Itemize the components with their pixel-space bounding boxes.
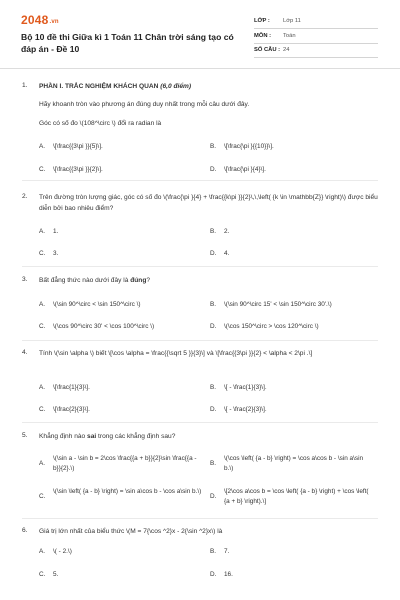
option-letter: C. (39, 323, 46, 330)
option-text: \( - 2.\) (53, 548, 72, 555)
question-text-part: ? (146, 277, 151, 284)
question-text (39, 276, 387, 287)
question-emphasis: sai (87, 433, 97, 440)
option-text: \(\cos \left( {a - b} \right) = \cos a\cos b - \sin a\sin b.\) (224, 455, 364, 472)
option-letter: D. (210, 571, 217, 578)
document-title: Bộ 10 đề thi Giữa kì 1 Toán 11 Chân trời sáng tạo có đáp án - Đề 10 (21, 32, 234, 54)
option-text: 3. (53, 250, 59, 257)
option-letter: C. (39, 406, 46, 413)
question-divider (22, 422, 378, 423)
option-letter: B. (210, 301, 217, 308)
meta-question-count (254, 43, 378, 58)
question-text: Giá trị lớn nhất của biểu thức \(M = 7{\cos ^2}x - 2{\sin ^2}x\) là (39, 528, 223, 535)
section-instruction: Hãy khoanh tròn vào phương án đúng duy nhất trong mỗi câu dưới đây. (39, 101, 250, 108)
question-divider (22, 180, 378, 181)
option-letter: B. (210, 228, 217, 235)
section-title (39, 82, 387, 93)
question-divider (22, 340, 378, 341)
option-letter: D. (210, 323, 217, 330)
option-letter: C. (39, 250, 46, 257)
option-text: \(\sin 90^\circ < \sin 150^\circ \) (53, 301, 141, 308)
option-text: \(\cos 90^\circ 30' < \cos 100^\circ \) (53, 323, 155, 330)
option-letter: D. (210, 250, 217, 257)
meta-class (254, 14, 378, 29)
option-letter: B. (210, 548, 217, 555)
question-emphasis: đúng (130, 277, 147, 284)
question-divider (22, 266, 378, 267)
option-text: \[2\cos a\cos b = \cos \left( {a - b} \right) + \cos \left( {a + b} \right).\] (224, 488, 369, 505)
question-text: Trên đường tròn lượng giác, góc có số đo \(\frac{\pi }{4} + \frac{{k\pi }}{2}\,\,\left( {k \in \mathbb{Z}} \right)\) được biểu diễn bởi bao nhiêu điểm? (39, 194, 378, 212)
question-number: 5. (22, 432, 28, 439)
option-text: \(\sin a - \sin b = 2\cos \frac{{a + b}}{2}\sin \frac{{a - b}}{2}.\) (53, 455, 197, 472)
section-points: (6,0 điểm) (160, 83, 192, 90)
option-letter: D. (210, 406, 217, 413)
option-text: \[ - \frac{2}{3}\]. (224, 406, 267, 413)
meta-value: 24 (283, 47, 290, 53)
option-letter: D. (210, 166, 217, 173)
question-number: 1. (22, 82, 28, 89)
option-text: \(\sin 90^\circ 15' < \sin 150^\circ 30'.\) (224, 301, 332, 308)
question-number: 6. (22, 527, 28, 534)
meta-value: Lớp 11 (283, 18, 301, 24)
option-letter: B. (210, 460, 217, 467)
logo-main: 2048 (21, 13, 49, 27)
site-logo[interactable] (21, 13, 59, 27)
option-text: \[\frac{\pi }{4}\]. (224, 166, 266, 173)
option-letter: C. (39, 571, 46, 578)
question-text (39, 432, 387, 443)
option-text: \[\frac{{3\pi }}{5}\]. (53, 143, 103, 150)
option-letter: B. (210, 384, 217, 391)
option-text: \[\frac{2}{3}\]. (53, 406, 90, 413)
section-title-text: PHẦN I. TRẮC NGHIỆM KHÁCH QUAN (39, 83, 159, 90)
meta-label: SỐ CÂU : (254, 47, 281, 53)
question-number: 4. (22, 349, 28, 356)
option-letter: C. (39, 166, 46, 173)
option-letter: A. (39, 143, 46, 150)
option-text: 5. (53, 571, 59, 578)
option-letter: C. (39, 493, 46, 500)
header-divider (0, 68, 400, 69)
option-letter: A. (39, 384, 46, 391)
question-number: 3. (22, 276, 28, 283)
meta-value: Toán (283, 33, 296, 39)
option-letter: A. (39, 228, 46, 235)
logo-suffix: .vn (49, 19, 59, 25)
question-text-part: Bất đẳng thức nào dưới đây là (39, 277, 131, 284)
option-text: \[\frac{{3\pi }}{2}\]. (53, 166, 103, 173)
question-number: 2. (22, 193, 28, 200)
option-text: 16. (224, 571, 233, 578)
question-text: Tính \(\sin \alpha \) biết \[\cos \alpha = \frac{{\sqrt 5 }}{3}\] và \[\frac{{3\pi }}{2} < \alpha < 2\pi .\] (39, 350, 313, 357)
question-divider (22, 518, 378, 519)
option-letter: D. (210, 493, 217, 500)
option-text: 7. (224, 548, 230, 555)
option-letter: A. (39, 301, 46, 308)
meta-label: MÔN : (254, 33, 272, 39)
question-text: Góc có số đo \(108^\circ \) đổi ra radian là (39, 120, 162, 127)
option-letter: A. (39, 548, 46, 555)
option-text: \(\cos 150^\circ > \cos 120^\circ \) (224, 323, 319, 330)
option-text: \[\frac{1}{3}\]. (53, 384, 90, 391)
question-text-part: trong các khẳng định sau? (96, 433, 176, 440)
option-text: \(\sin \left( {a - b} \right) = \sin a\cos b - \cos a\sin b.\) (53, 488, 202, 495)
option-letter: B. (210, 143, 217, 150)
meta-label: LỚP : (254, 18, 270, 24)
option-text: 4. (224, 250, 230, 257)
page-header (0, 0, 400, 62)
option-text: \[\frac{\pi }{{10}}\]. (224, 143, 274, 150)
option-text: 2. (224, 228, 230, 235)
option-text: 1. (53, 228, 59, 235)
option-text: \[ - \frac{1}{3}\]. (224, 384, 267, 391)
question-text-part: Khẳng định nào (39, 433, 88, 440)
meta-subject (254, 29, 378, 44)
option-letter: A. (39, 460, 46, 467)
